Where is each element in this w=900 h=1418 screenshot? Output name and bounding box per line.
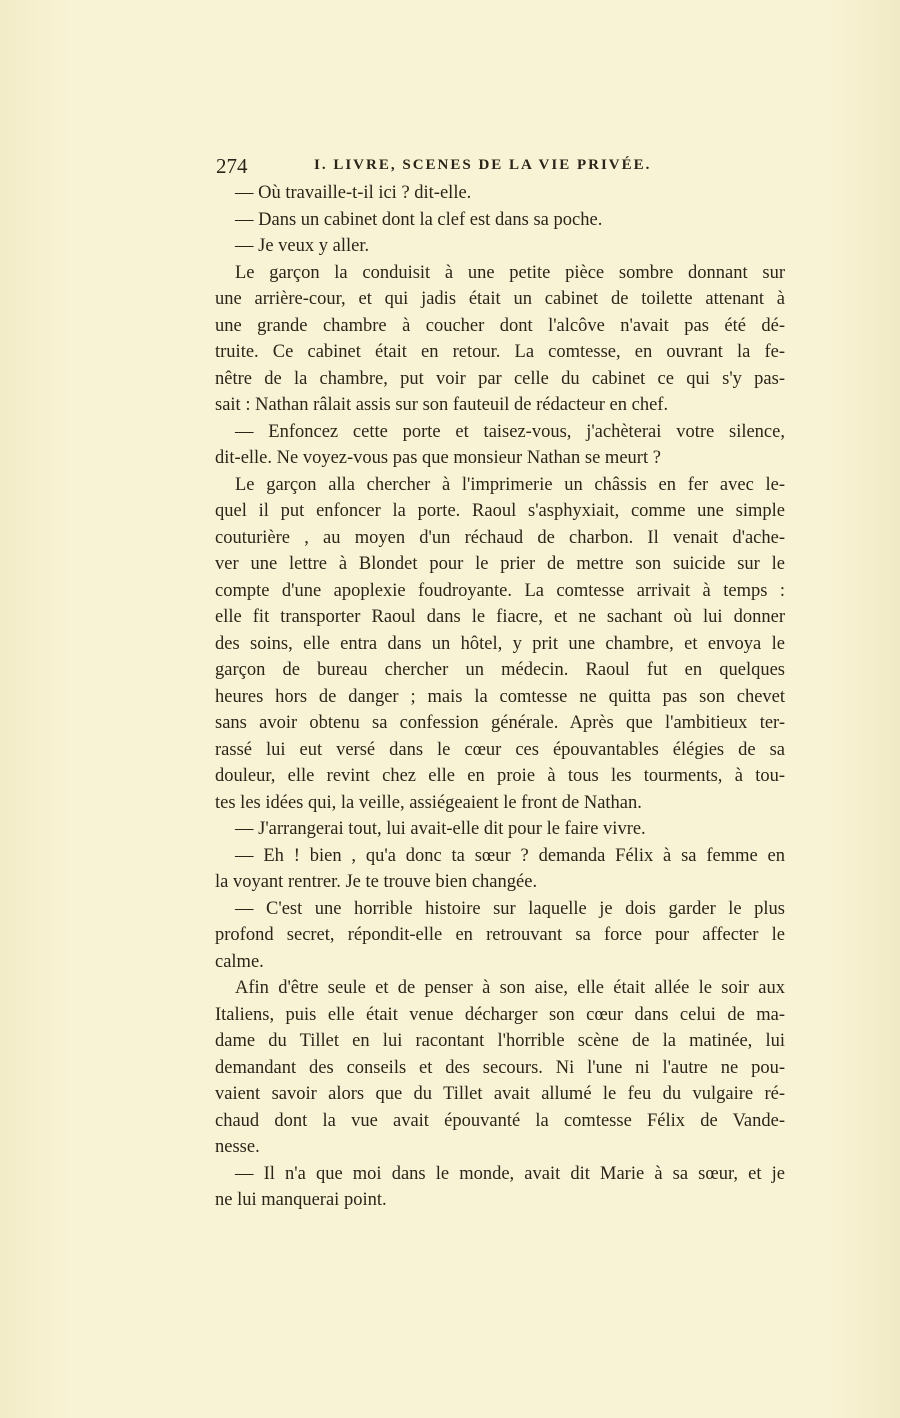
page-header	[216, 154, 786, 180]
text-line: quel il put enfoncer la porte. Raoul s'asphyxiait, comme une simple	[215, 501, 785, 521]
text-line: la voyant rentrer. Je te trouve bien changée.	[215, 872, 538, 892]
text-line: Le garçon alla chercher à l'imprimerie un châssis en fer avec le-	[235, 474, 785, 495]
text-line: garçon de bureau chercher un médecin. Raoul fut en quelques	[215, 660, 785, 680]
text-line: tes les idées qui, la veille, assiégeaient le front de Nathan.	[215, 792, 642, 813]
text-line: dame du Tillet en lui racontant l'horrible scène de la matinée, lui	[215, 1031, 785, 1051]
text-line: Afin d'être seule et de penser à son aise, elle était allée le soir aux	[235, 978, 785, 998]
text-line: des soins, elle entra dans un hôtel, y prit une chambre, et envoya le	[215, 633, 785, 654]
text-line: vaient savoir alors que du Tillet avait allumé le feu du vulgaire ré-	[215, 1084, 785, 1104]
text-line: profond secret, répondit-elle en retrouvant sa force pour affecter le	[215, 925, 785, 945]
text-line: compte d'une apoplexie foudroyante. La comtesse arrivait à temps :	[215, 580, 785, 601]
text-line: une grande chambre à coucher dont l'alcôve n'avait pas été dé-	[215, 315, 785, 336]
text-line: — Dans un cabinet dont la clef est dans sa poche.	[235, 209, 603, 230]
text-line: chaud dont la vue avait épouvanté la comtesse Félix de Vande-	[215, 1110, 785, 1131]
text-line: douleur, elle revint chez elle en proie à tous les tourments, à tou-	[215, 766, 785, 786]
text-line: — J'arrangerai tout, lui avait-elle dit pour le faire vivre.	[235, 819, 646, 839]
text-line: nêtre de la chambre, put voir par celle du cabinet ce qui s'y pas-	[215, 368, 785, 389]
body-text	[215, 180, 785, 1214]
text-line: couturière , au moyen d'un réchaud de charbon. Il venait d'ache-	[215, 527, 785, 548]
running-head: I. LIVRE, SCENES DE LA VIE PRIVÉE.	[314, 157, 652, 173]
text-line: — Enfoncez cette porte et taisez-vous, j'achèterai votre silence,	[235, 421, 785, 442]
text-line: calme.	[215, 951, 264, 972]
text-line: elle fit transporter Raoul dans le fiacre, et ne sachant où lui donner	[215, 607, 785, 627]
text-line: — Où travaille-t-il ici ? dit-elle.	[235, 183, 472, 203]
text-line: — Il n'a que moi dans le monde, avait dit Marie à sa sœur, et je	[235, 1163, 785, 1184]
text-line: nesse.	[215, 1137, 260, 1157]
text-line: sans avoir obtenu sa confession générale. Après que l'ambitieux ter-	[215, 713, 785, 733]
text-line: rassé lui eut versé dans le cœur ces épouvantables élégies de sa	[215, 739, 785, 760]
page-number: 274	[216, 154, 248, 178]
text-line: — Je veux y aller.	[235, 236, 370, 256]
text-line: dit-elle. Ne voyez-vous pas que monsieur Nathan se meurt ?	[215, 448, 661, 468]
text-line: Le garçon la conduisit à une petite pièce sombre donnant sur	[235, 262, 785, 283]
text-line: heures hors de danger ; mais la comtesse ne quitta pas son chevet	[215, 686, 785, 707]
text-line: ver une lettre à Blondet pour le prier de mettre son suicide sur le	[215, 554, 785, 574]
text-line: Italiens, puis elle était venue décharger son cœur dans celui de ma-	[215, 1004, 785, 1025]
text-line: une arrière-cour, et qui jadis était un cabinet de toilette attenant à	[215, 289, 785, 309]
text-line: sait : Nathan râlait assis sur son fauteuil de rédacteur en chef.	[215, 395, 669, 415]
text-line: ne lui manquerai point.	[215, 1190, 387, 1210]
text-line: truite. Ce cabinet était en retour. La comtesse, en ouvrant la fe-	[215, 342, 785, 362]
text-line: — C'est une horrible histoire sur laquelle je dois garder le plus	[235, 898, 785, 919]
text-line: — Eh ! bien , qu'a donc ta sœur ? demanda Félix à sa femme en	[235, 845, 785, 866]
text-line: demandant des conseils et des secours. Ni l'une ni l'autre ne pou-	[215, 1057, 785, 1078]
